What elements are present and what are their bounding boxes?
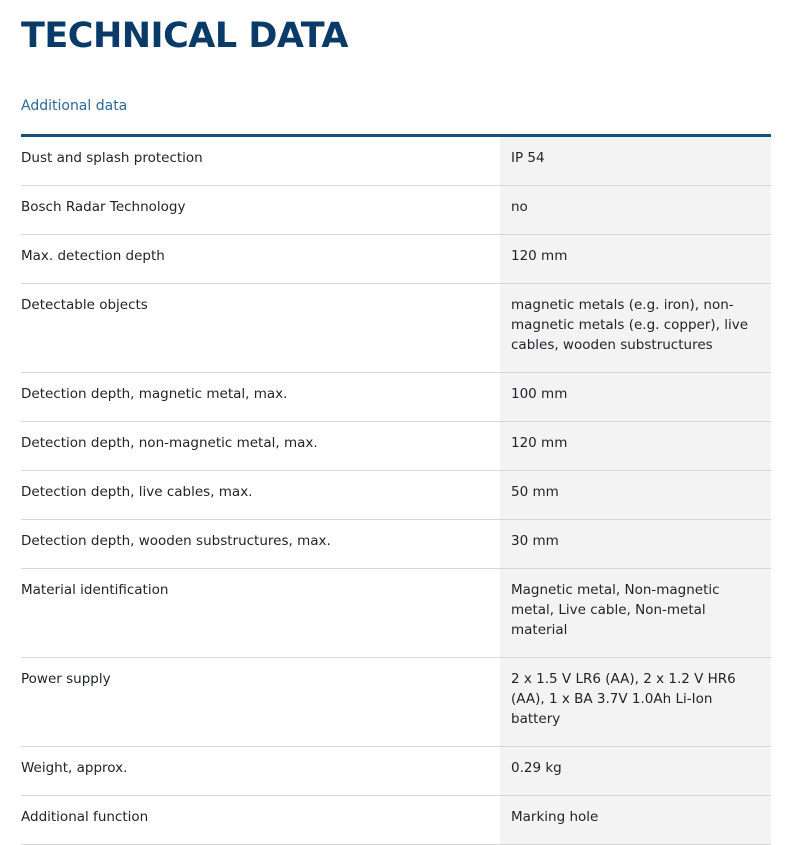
table-row <box>21 658 771 747</box>
section-label-additional-data: Additional data <box>21 98 128 114</box>
table-row <box>21 569 771 658</box>
spec-value: 120 mm <box>500 235 771 284</box>
spec-value: no <box>500 186 771 235</box>
technical-data-table <box>21 134 771 845</box>
table-row <box>21 136 771 186</box>
spec-label: Detection depth, wooden substructures, max. <box>21 520 500 569</box>
spec-label: Dust and splash protection <box>21 136 500 186</box>
spec-value: Marking hole <box>500 796 771 845</box>
spec-label: Material identification <box>21 569 500 658</box>
table-row <box>21 284 771 373</box>
table-row <box>21 796 771 845</box>
table-row <box>21 471 771 520</box>
spec-label: Detection depth, non-magnetic metal, max. <box>21 422 500 471</box>
table-row <box>21 747 771 796</box>
spec-label: Detection depth, live cables, max. <box>21 471 500 520</box>
spec-label: Bosch Radar Technology <box>21 186 500 235</box>
table-row <box>21 422 771 471</box>
table-row <box>21 373 771 422</box>
page-title: TECHNICAL DATA <box>21 16 349 56</box>
spec-label: Max. detection depth <box>21 235 500 284</box>
spec-label: Additional function <box>21 796 500 845</box>
spec-value: 30 mm <box>500 520 771 569</box>
spec-value: 50 mm <box>500 471 771 520</box>
spec-value: Magnetic metal, Non-magnetic metal, Live cable, Non-metal material <box>500 569 771 658</box>
spec-label: Detectable objects <box>21 284 500 373</box>
table-row <box>21 520 771 569</box>
spec-value: 100 mm <box>500 373 771 422</box>
table-row <box>21 235 771 284</box>
spec-value: 0.29 kg <box>500 747 771 796</box>
spec-value: 120 mm <box>500 422 771 471</box>
spec-label: Weight, approx. <box>21 747 500 796</box>
spec-value: IP 54 <box>500 136 771 186</box>
spec-label: Detection depth, magnetic metal, max. <box>21 373 500 422</box>
spec-value: magnetic metals (e.g. iron), non-magnetic metals (e.g. copper), live cables, wooden substructures <box>500 284 771 373</box>
spec-value: 2 x 1.5 V LR6 (AA), 2 x 1.2 V HR6 (AA), 1 x BA 3.7V 1.0Ah Li-Ion battery <box>500 658 771 747</box>
spec-label: Power supply <box>21 658 500 747</box>
table-row <box>21 186 771 235</box>
